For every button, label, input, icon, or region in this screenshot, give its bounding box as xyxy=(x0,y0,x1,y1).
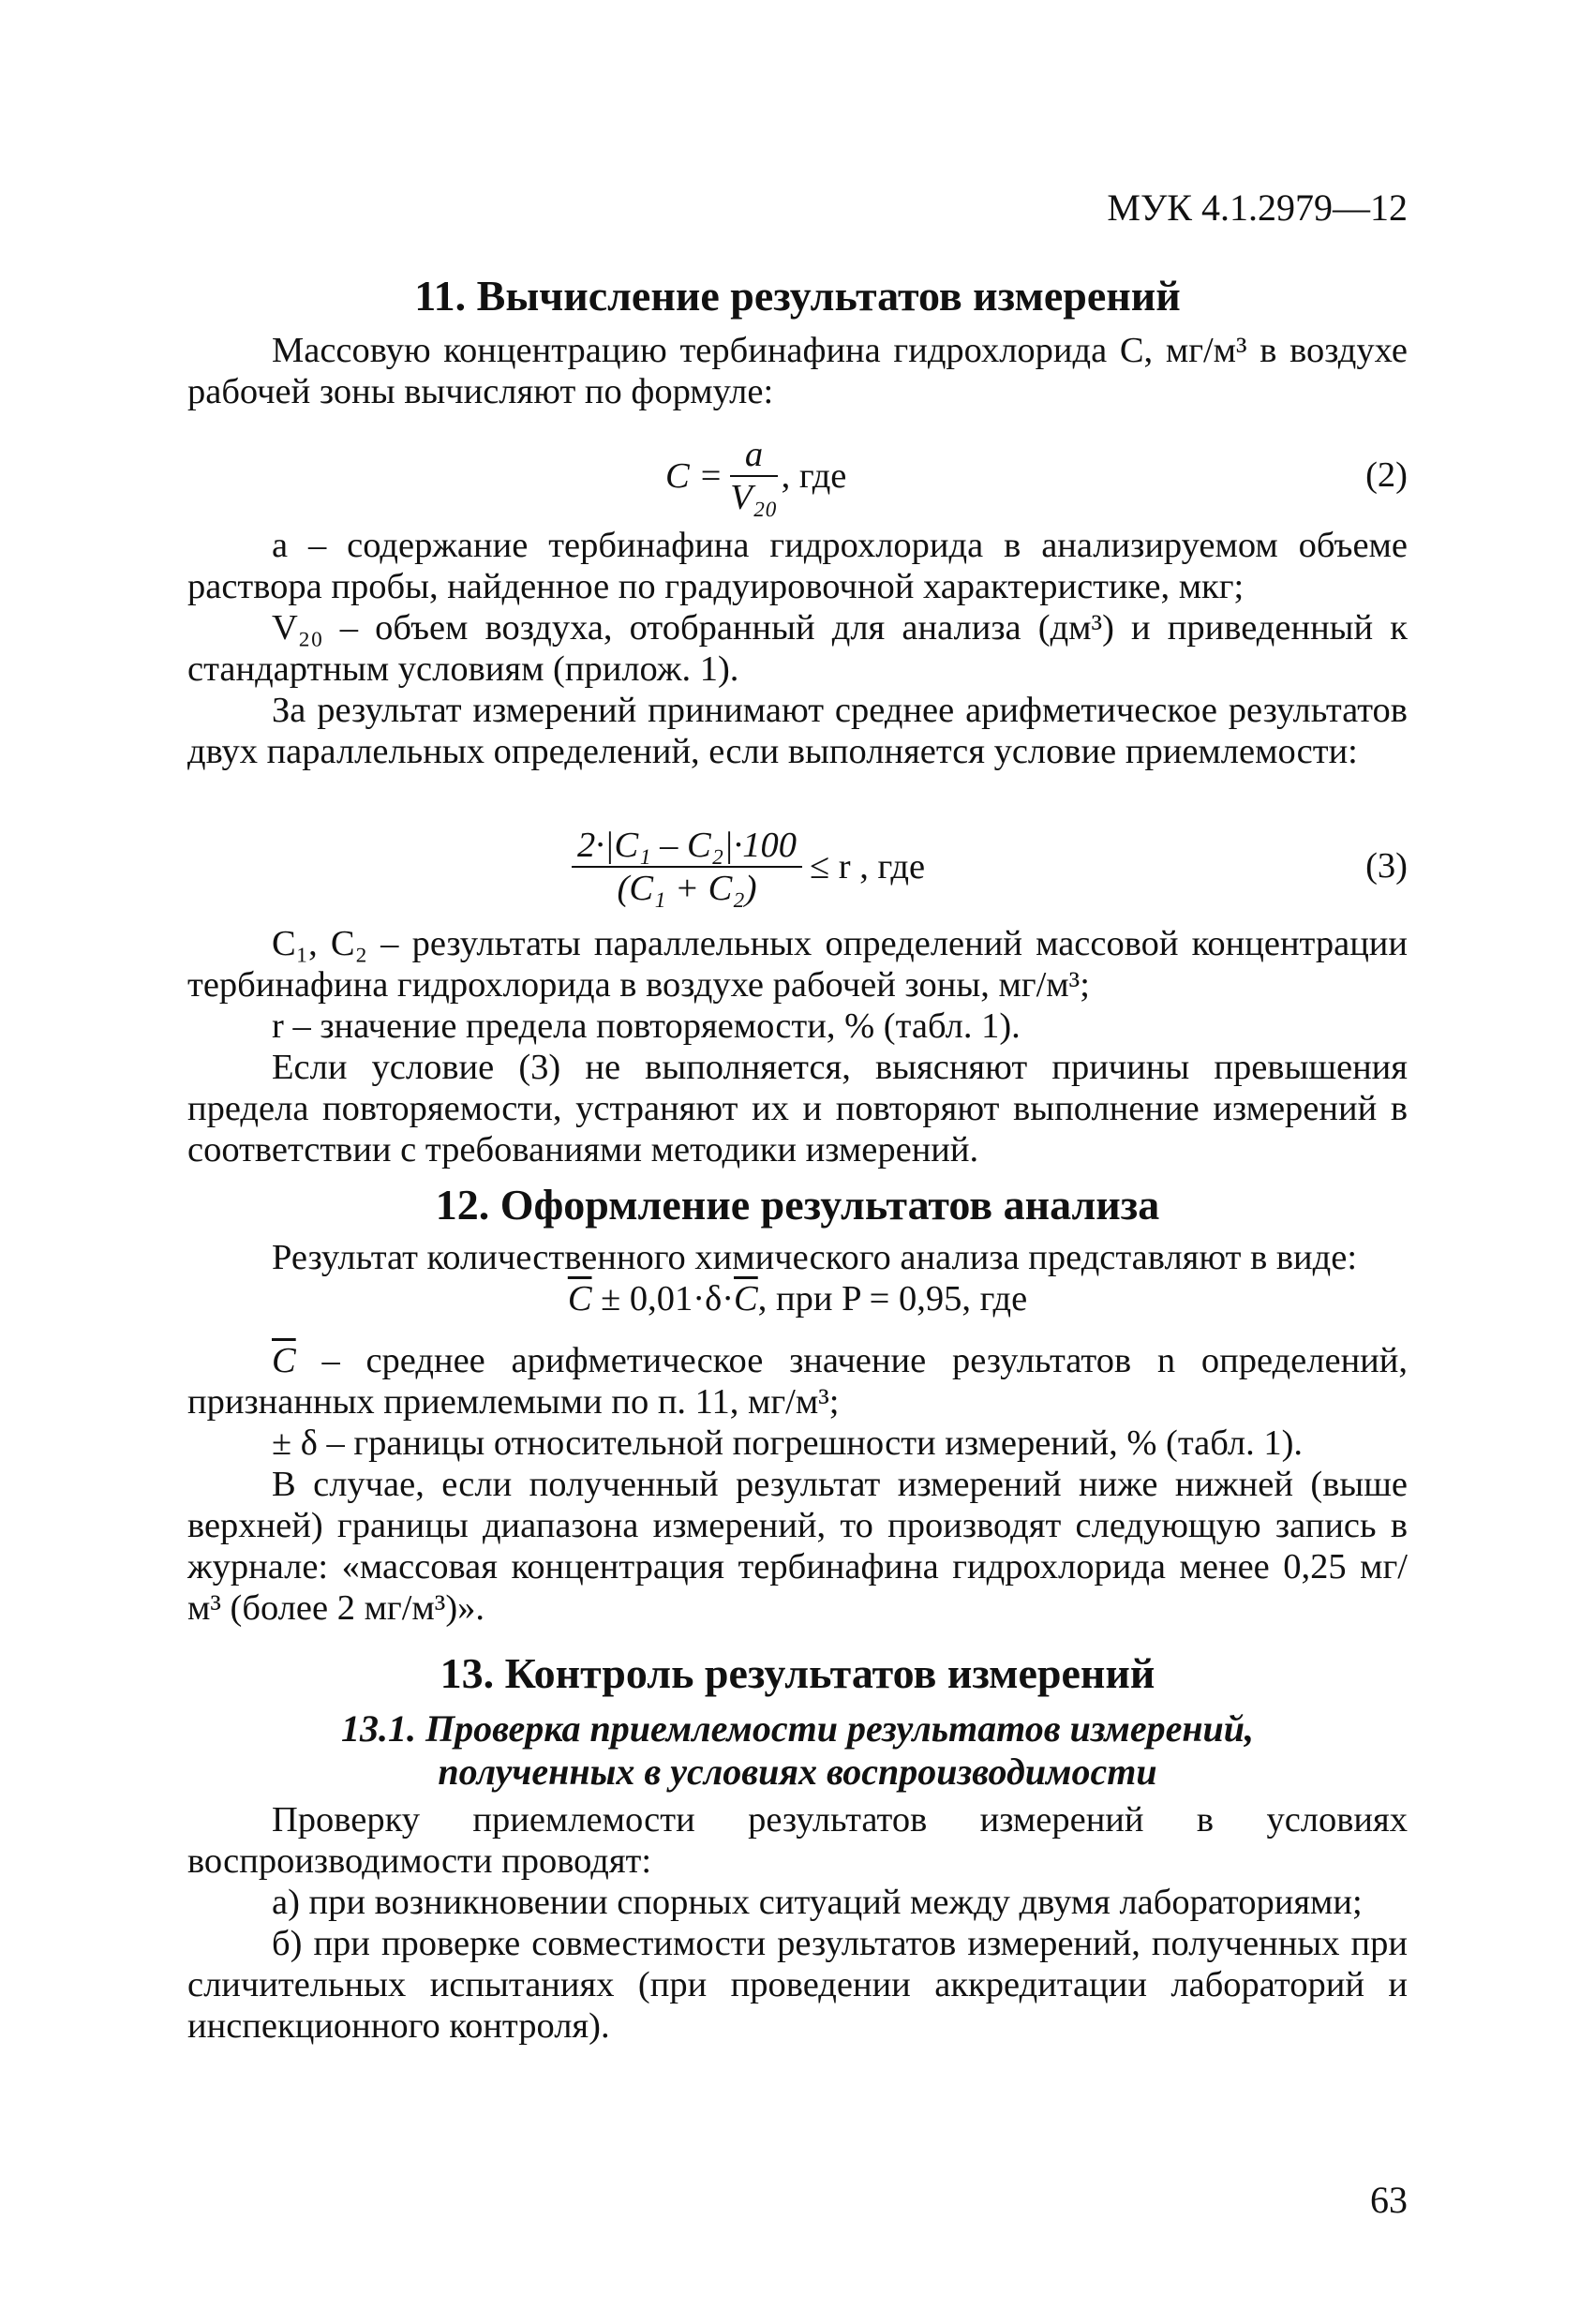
section-11-intro: Массовую концентрацию тербинафина гидрохлорида C, мг/м³ в воздухе рабочей зоны вычисляют по формуле: xyxy=(187,331,1408,411)
formula-3-denominator: (C₁ + C₂) xyxy=(617,869,757,908)
c-bar-symbol: $\overline{C}$ xyxy=(272,1341,296,1380)
out-of-range-case: В случае, если полученный результат измерений ниже нижней (выше верхней) границы диапазона измерений, то производят следующую запись в журнале: «массовая концентрация тербинафина гидрохлорида менее 0,25 мг/м³ (более 2 мг/м³)». xyxy=(187,1465,1408,1628)
section-13-body xyxy=(187,1799,1408,2047)
c-bar-symbol: $\overline{C}$ xyxy=(734,1279,758,1318)
section-11-body xyxy=(187,330,1408,412)
document-code: МУК 4.1.2979—12 xyxy=(1107,186,1408,229)
subsection-13-1-heading-line1: 13.1. Проверка приемлемости результатов измерений, xyxy=(340,1707,1255,1750)
section-12 xyxy=(187,1181,1408,1229)
section-12-intro: Результат количественного химического анализа представляют в виде: xyxy=(272,1238,1358,1277)
section-12-heading: 12. Оформление результатов анализа xyxy=(435,1181,1160,1229)
definition-delta: ± δ – границы относительной погрешности измерений, % (табл. 1). xyxy=(272,1423,1304,1463)
definition-a: a – содержание тербинафина гидрохлорида в анализируемом объеме раствора пробы, найденное по градуировочной характеристике, мкг; xyxy=(187,526,1408,606)
definition-r: r – значение предела повторяемости, % (табл. 1). xyxy=(272,1006,1021,1046)
section-13 xyxy=(187,1649,1408,1794)
result-formula-tail: , при P = 0,95, где xyxy=(757,1279,1028,1318)
section-11-definitions xyxy=(187,525,1408,772)
formula-3-numerator: 2·|C₁ – C₂|·100 xyxy=(572,825,802,868)
section-11-heading: 11. Вычисление результатов измерений xyxy=(414,272,1181,320)
section-13-intro: Проверку приемлемости результатов измерений в условиях воспроизводимости проводят: xyxy=(187,1800,1408,1881)
section-13-heading: 13. Контроль результатов измерений xyxy=(440,1649,1155,1697)
page-number: 63 xyxy=(1370,2179,1408,2221)
list-item-a: а) при возникновении спорных ситуаций между двумя лабораториями; xyxy=(272,1883,1363,1922)
formula-2-denominator: V₂₀ xyxy=(730,478,778,517)
definition-c-bar xyxy=(187,1340,1408,1423)
result-formula-body: ± 0,01·δ· xyxy=(601,1279,735,1318)
formula-3-number: (3) xyxy=(1365,846,1408,886)
formula-3-tail: ≤ r , где xyxy=(810,847,926,886)
definition-c-bar-text: – среднее арифметическое значение результатов n определений, признанных приемлемыми по п. 11, мг/м³; xyxy=(187,1341,1409,1422)
section-12-definitions xyxy=(187,1340,1408,1629)
result-formula xyxy=(187,1278,1408,1319)
formula-2 xyxy=(187,426,1408,520)
formula-3-fraction xyxy=(572,825,802,909)
c-bar-symbol: $\overline{C}$ xyxy=(567,1279,592,1318)
subsection-13-1-heading-line2: полученных в условиях воспроизводимости xyxy=(438,1750,1157,1793)
section-11 xyxy=(187,272,1408,320)
result-acceptance-text: За результат измерений принимают среднее арифметическое результатов двух параллельных определений, если выполняется условие приемлемости: xyxy=(187,691,1408,771)
document-page xyxy=(187,178,1408,2221)
section-11-conclusion xyxy=(187,923,1408,1170)
section-12-body xyxy=(187,1237,1408,1319)
definition-v20: V₂₀ – объем воздуха, отобранный для анализа (дм³) и приведенный к стандартным условиям (прилож. 1). xyxy=(187,608,1408,689)
formula-2-lhs: C = xyxy=(665,456,723,496)
formula-2-number: (2) xyxy=(1365,455,1408,495)
list-item-b: б) при проверке совместимости результатов измерений, полученных при сличительных испытаниях (при проведении аккредитации лабораторий и инспекционного контроля). xyxy=(187,1924,1408,2046)
formula-2-fraction xyxy=(730,434,777,518)
definition-c1-c2: C₁, C₂ – результаты параллельных определений массовой концентрации тербинафина гидрохлорида в воздухе рабочей зоны, мг/м³; xyxy=(187,924,1408,1005)
formula-3 xyxy=(187,825,1408,918)
formula-2-numerator: a xyxy=(730,434,777,477)
if-condition-fails: Если условие (3) не выполняется, выясняют причины превышения предела повторяемости, устраняют их и повторяют выполнение измерений в соответствии с требованиями методики измерений. xyxy=(187,1048,1408,1169)
formula-2-tail: , где xyxy=(781,456,847,496)
